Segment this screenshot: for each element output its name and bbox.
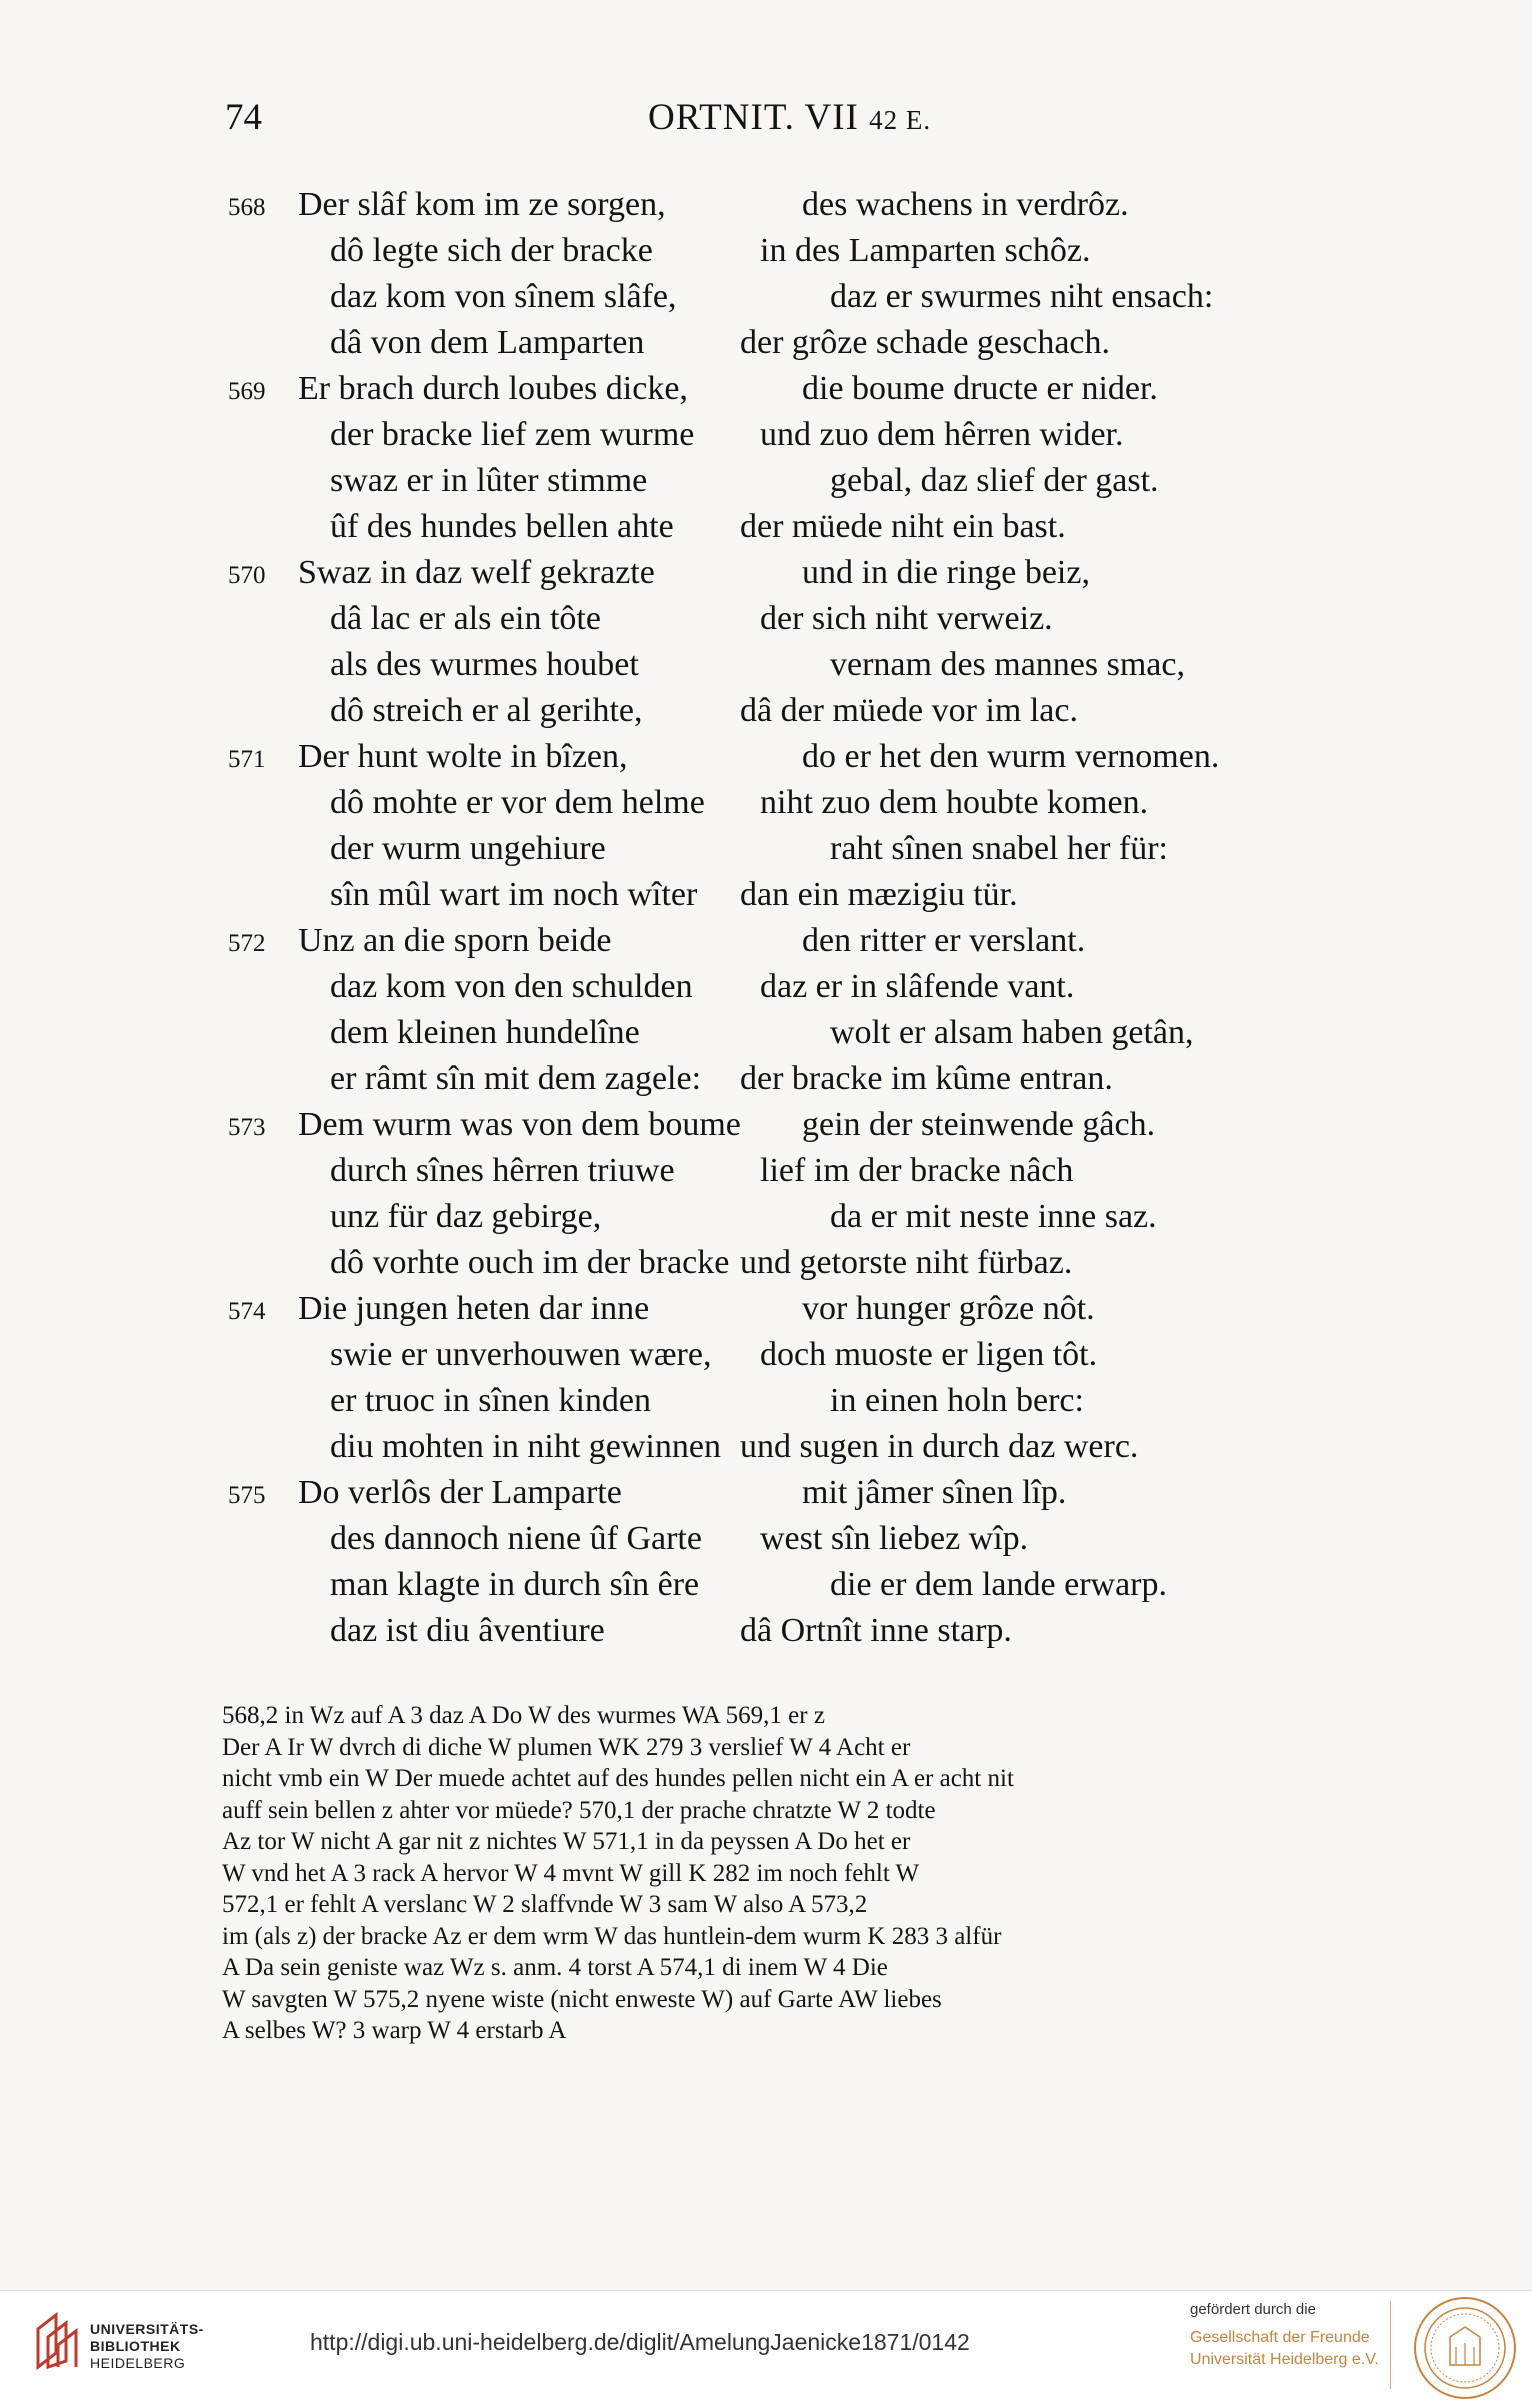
verse-line xyxy=(0,738,1532,784)
sponsor-label: gefördert durch die xyxy=(1190,2301,1316,2318)
verse-first-half: Swaz in daz welf gekrazte xyxy=(298,554,655,591)
stanza-number: 574 xyxy=(228,1298,266,1325)
verse-second-half: in einen holn berc: xyxy=(830,1382,1084,1419)
apparatus-line: A selbes W? 3 warp W 4 erstarb A xyxy=(222,2017,567,2044)
verse-first-half: des dannoch niene ûf Garte xyxy=(330,1520,702,1557)
stanza-number: 569 xyxy=(228,378,266,405)
verse-second-half: west sîn liebez wîp. xyxy=(760,1520,1029,1557)
verse-second-half: daz er in slâfende vant. xyxy=(760,968,1075,1005)
verse-first-half: daz ist diu âventiure xyxy=(330,1612,605,1649)
verse-second-half: da er mit neste inne saz. xyxy=(830,1198,1157,1235)
verse-first-half: man klagte in durch sîn êre xyxy=(330,1566,700,1603)
verse-second-half: gein der steinwende gâch. xyxy=(802,1106,1156,1143)
verse-second-half: do er het den wurm vernomen. xyxy=(802,738,1220,775)
ub-heidelberg-logo-icon[interactable] xyxy=(34,2311,84,2371)
verse-first-half: dâ von dem Lamparten xyxy=(330,324,645,361)
verse-line xyxy=(0,1474,1532,1520)
running-title-small: 42 E. xyxy=(869,105,932,135)
apparatus-line: W vnd het A 3 rack A hervor W 4 mvnt W gill K 282 im noch fehlt W xyxy=(222,1859,920,1887)
verse-second-half: in des Lamparten schôz. xyxy=(760,232,1091,269)
verse-second-half: der grôze schade geschach. xyxy=(740,324,1111,361)
verse-line xyxy=(0,1290,1532,1336)
verse-line xyxy=(0,1014,1532,1060)
verse-line xyxy=(0,416,1532,462)
verse-second-half: dâ der müede vor im lac. xyxy=(740,692,1078,729)
verse-second-half: und zuo dem hêrren wider. xyxy=(760,416,1124,453)
verse-second-half: vernam des mannes smac, xyxy=(830,646,1185,683)
footer-divider xyxy=(1390,2301,1391,2389)
sponsor-name-line1: Gesellschaft der Freunde xyxy=(1190,2329,1370,2346)
verse-first-half: als des wurmes houbet xyxy=(330,646,639,683)
verse-line xyxy=(0,278,1532,324)
verse-second-half: raht sînen snabel her für: xyxy=(830,830,1168,867)
stanza-number: 571 xyxy=(228,746,266,773)
verse-first-half: daz kom von den schulden xyxy=(330,968,693,1005)
running-title xyxy=(648,96,931,139)
verse-line xyxy=(0,1244,1532,1290)
viewer-footer xyxy=(0,2290,1532,2406)
verse-first-half: dâ lac er als ein tôte xyxy=(330,600,601,637)
verse-line xyxy=(0,922,1532,968)
verse-line xyxy=(0,1428,1532,1474)
verse-line xyxy=(0,1520,1532,1566)
verse-first-half: der wurm ungehiure xyxy=(330,830,606,867)
permalink-url[interactable]: http://digi.ub.uni-heidelberg.de/diglit/AmelungJaenicke1871/0142 xyxy=(310,2329,970,2355)
verse-first-half: der bracke lief zem wurme xyxy=(330,416,695,453)
verse-line xyxy=(0,1336,1532,1382)
verse-line xyxy=(0,1106,1532,1152)
verse-first-half: Der slâf kom im ze sorgen, xyxy=(298,186,666,223)
library-name xyxy=(90,2321,204,2372)
verse-second-half: niht zuo dem houbte komen. xyxy=(760,784,1149,821)
apparatus-line: W savgten W 575,2 nyene wiste (nicht enweste W) auf Garte AW liebes xyxy=(222,1985,942,2013)
verse-line xyxy=(0,692,1532,738)
verse-first-half: swie er unverhouwen wære, xyxy=(330,1336,712,1373)
verse-line xyxy=(0,876,1532,922)
verse-first-half: er truoc in sînen kinden xyxy=(330,1382,652,1419)
verse-line xyxy=(0,600,1532,646)
apparatus-line: A Da sein geniste waz Wz s. anm. 4 torst A 574,1 di inem W 4 Die xyxy=(222,1954,888,1981)
stanza-number: 568 xyxy=(228,194,266,221)
apparatus-line: 572,1 er fehlt A verslanc W 2 slaffvnde W 3 sam W also A 573,2 xyxy=(222,1891,868,1918)
verse-second-half: wolt er alsam haben getân, xyxy=(830,1014,1194,1051)
sponsor-name[interactable] xyxy=(1190,2327,1379,2371)
page-header xyxy=(0,96,1532,146)
verse-line xyxy=(0,508,1532,554)
verse-first-half: diu mohten in niht gewinnen xyxy=(330,1428,721,1465)
verse-first-half: Der hunt wolte in bîzen, xyxy=(298,738,628,775)
running-title-main: ORTNIT. VII xyxy=(648,97,859,138)
verse-line xyxy=(0,324,1532,370)
verse-first-half: ûf des hundes bellen ahte xyxy=(330,508,674,545)
verse-first-half: durch sînes hêrren triuwe xyxy=(330,1152,675,1189)
apparatus-line: Der A Ir W dvrch di diche W plumen WK 279 3 verslief W 4 Acht er xyxy=(222,1733,911,1761)
verse-first-half: dô mohte er vor dem helme xyxy=(330,784,705,821)
apparatus-line: nicht vmb ein W Der muede achtet auf des hundes pellen nicht ein A er acht nit xyxy=(222,1765,1014,1792)
verse-line xyxy=(0,370,1532,416)
stanza-number: 572 xyxy=(228,930,266,957)
verse-line xyxy=(0,232,1532,278)
verse-line xyxy=(0,646,1532,692)
verse-first-half: Do verlôs der Lamparte xyxy=(298,1474,622,1511)
apparatus-line: 568,2 in Wz auf A 3 daz A Do W des wurmes WA 569,1 er z xyxy=(222,1702,825,1729)
verse-second-half: den ritter er verslant. xyxy=(802,922,1086,959)
verse-second-half: und sugen in durch daz werc. xyxy=(740,1428,1139,1465)
critical-apparatus xyxy=(222,1700,1334,2047)
stanza-number: 575 xyxy=(228,1482,266,1509)
verse-second-half: dâ Ortnît inne starp. xyxy=(740,1612,1012,1649)
verse-line xyxy=(0,784,1532,830)
verse-second-half: und in die ringe beiz, xyxy=(802,554,1090,591)
verse-second-half: die er dem lande erwarp. xyxy=(830,1566,1167,1603)
verse-line xyxy=(0,186,1532,232)
verse-line xyxy=(0,554,1532,600)
verse-first-half: unz für daz gebirge, xyxy=(330,1198,602,1235)
verse-line xyxy=(0,968,1532,1014)
verse-second-half: des wachens in verdrôz. xyxy=(802,186,1129,223)
verse-line xyxy=(0,1382,1532,1428)
verse-first-half: er râmt sîn mit dem zagele: xyxy=(330,1060,702,1097)
verse-second-half: daz er swurmes niht ensach: xyxy=(830,278,1214,315)
verse-first-half: Dem wurm was von dem boume xyxy=(298,1106,741,1143)
university-seal-icon[interactable] xyxy=(1412,2295,1518,2401)
apparatus-line: im (als z) der bracke Az er dem wrm W das huntlein-dem wurm K 283 3 alfür xyxy=(222,1922,1002,1950)
verse-line xyxy=(0,1612,1532,1658)
verse-first-half: dô legte sich der bracke xyxy=(330,232,653,269)
library-name-line3: HEIDELBERG xyxy=(90,2355,186,2371)
verse-second-half: der sich niht verweiz. xyxy=(760,600,1053,637)
verse-second-half: lief im der bracke nâch xyxy=(760,1152,1074,1189)
verse-second-half: der bracke im kûme entran. xyxy=(740,1060,1113,1097)
verse-line xyxy=(0,1566,1532,1612)
verse-second-half: und getorste niht fürbaz. xyxy=(740,1244,1073,1281)
sponsor-name-line2: Universität Heidelberg e.V. xyxy=(1190,2351,1379,2368)
verse-second-half: der müede niht ein bast. xyxy=(740,508,1066,545)
verse-second-half: mit jâmer sînen lîp. xyxy=(802,1474,1067,1511)
verse-second-half: vor hunger grôze nôt. xyxy=(802,1290,1095,1327)
stanza-number: 573 xyxy=(228,1114,266,1141)
verse-second-half: dan ein mæzigiu tür. xyxy=(740,876,1018,913)
verse-first-half: dô vorhte ouch im der bracke xyxy=(330,1244,730,1281)
verse-line xyxy=(0,1152,1532,1198)
apparatus-line: auff sein bellen z ahter vor müede? 570,1 der prache chratzte W 2 todte xyxy=(222,1796,936,1824)
verse-block xyxy=(0,186,1532,1658)
verse-first-half: Er brach durch loubes dicke, xyxy=(298,370,688,407)
verse-line xyxy=(0,1198,1532,1244)
verse-first-half: sîn mûl wart im noch wîter xyxy=(330,876,698,913)
verse-line xyxy=(0,462,1532,508)
library-name-line1: UNIVERSITÄTS- xyxy=(90,2321,204,2337)
verse-first-half: swaz er in lûter stimme xyxy=(330,462,648,499)
verse-line xyxy=(0,1060,1532,1106)
verse-first-half: dô streich er al gerihte, xyxy=(330,692,643,729)
verse-second-half: doch muoste er ligen tôt. xyxy=(760,1336,1098,1373)
verse-second-half: gebal, daz slief der gast. xyxy=(830,462,1159,499)
verse-first-half: Die jungen heten dar inne xyxy=(298,1290,650,1327)
verse-first-half: Unz an die sporn beide xyxy=(298,922,612,959)
page-number: 74 xyxy=(225,97,262,138)
verse-first-half: dem kleinen hundelîne xyxy=(330,1014,640,1051)
stanza-number: 570 xyxy=(228,562,266,589)
library-name-line2: BIBLIOTHEK xyxy=(90,2338,181,2354)
verse-line xyxy=(0,830,1532,876)
verse-second-half: die boume dructe er nider. xyxy=(802,370,1158,407)
verse-first-half: daz kom von sînem slâfe, xyxy=(330,278,677,315)
apparatus-line: Az tor W nicht A gar nit z nichtes W 571,1 in da peyssen A Do het er xyxy=(222,1828,911,1855)
